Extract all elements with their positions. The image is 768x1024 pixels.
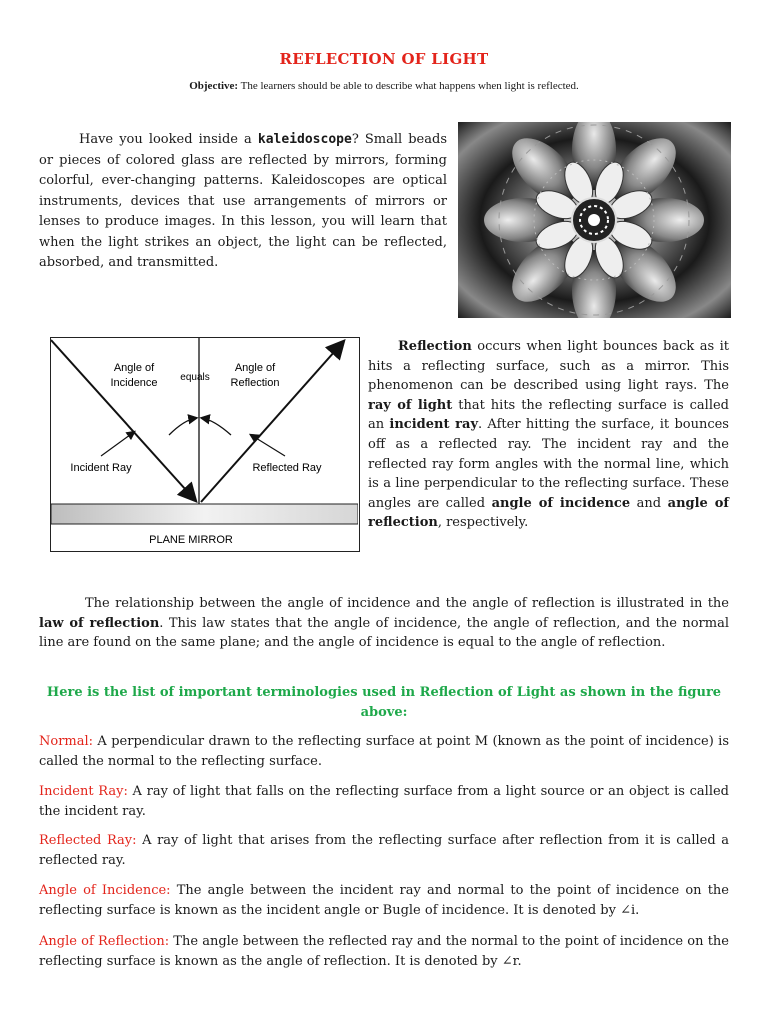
intro-text-2: ? Small beads or pieces of colored glass are reflected by mirrors, forming colorful, ever-changing patterns. Kaleidoscopes are optical instruments, devices that use arrangements of mirrors or lenses to produce images. In this lesson, you will learn that when the light strikes an object, the light can be reflected, absorbed, and transmitted.: [39, 132, 447, 270]
law-text-2: . This law states that the angle of incidence, the angle of reflection, and the normal line are found on the same plane; and the angle of incidence is equal to the angle of reflection.: [39, 615, 729, 650]
angle-of-reflection-term: angle of reflection: [368, 495, 730, 531]
objective-label: Objective:: [189, 80, 239, 92]
term-label: Angle of Reflection:: [39, 934, 170, 949]
law-text-1: The relationship between the angle of incidence and the angle of reflection is illustrated in the: [85, 596, 729, 611]
incident-ray-term: incident ray: [389, 417, 478, 433]
term-definition: A ray of light that arises from the reflecting surface after reflection from it is called a reflected ray.: [39, 833, 729, 868]
plane-mirror-label: PLANE MIRROR: [149, 534, 233, 546]
intro-text-1: Have you looked inside a: [79, 132, 258, 147]
term-definition: The angle between the incident ray and normal to the point of incidence on the reflecting surface is known as the incident angle or Bugle of incidence. It is denoted by ∠i.: [39, 883, 730, 918]
reflection-diagram-svg: [51, 338, 358, 550]
reflection-paragraph: [368, 337, 729, 533]
reflection-text-4: and: [630, 495, 668, 511]
term-definition: A perpendicular drawn to the reflecting surface at point M (known as the point of incidence) is called the normal to the reflecting surface.: [39, 734, 729, 769]
angle-incidence-label-1: Angle of: [113, 362, 155, 374]
reflection-term: Reflection: [398, 339, 472, 354]
term-incident-ray: [39, 782, 729, 821]
term-angle-of-incidence: [39, 881, 729, 920]
incident-ray-label: Incident Ray: [70, 462, 132, 474]
angle-reflection-label-2: Reflection: [230, 377, 280, 389]
ray-of-light-term: ray of light: [368, 397, 453, 413]
reflection-text-3: . After hitting the surface, it bounces off as a reflected ray. The incident ray and the reflected ray form angles with the normal line, which is a line perpendicular to the reflecting surface. These angles are called: [368, 417, 729, 511]
angle-incidence-label-2: Incidence: [110, 377, 158, 389]
reflection-text-2: that hits the reflecting surface is called an: [368, 397, 729, 433]
term-label: Reflected Ray:: [39, 833, 137, 848]
term-label: Angle of Incidence:: [39, 883, 171, 898]
mirror-surface: [51, 504, 358, 524]
objective: [0, 80, 768, 92]
term-normal: [39, 732, 729, 771]
term-label: Normal:: [39, 734, 94, 749]
equals-label: equals: [180, 372, 210, 383]
term-reflected-ray: [39, 831, 729, 870]
term-definition: The angle between the reflected ray and the normal to the point of incidence on the reflecting surface is known as the angle of reflection. It is denoted by ∠r.: [39, 934, 729, 969]
terminology-heading: Here is the list of important terminologies used in Reflection of Light as shown in the figure above:: [46, 685, 722, 720]
reflection-diagram: [50, 337, 360, 552]
law-paragraph: [39, 594, 729, 653]
intro-kaleidoscope-term: kaleidoscope: [257, 132, 352, 147]
angle-of-incidence-term: angle of incidence: [491, 495, 631, 511]
angle-reflection-label-1: Angle of: [234, 362, 276, 374]
law-of-reflection-term: law of reflection: [39, 615, 160, 631]
reflection-text-5: , respectively.: [437, 515, 529, 531]
kaleidoscope-image: [458, 122, 731, 318]
reflected-ray-label: Reflected Ray: [252, 462, 322, 474]
objective-text: The learners should be able to describe what happens when light is reflected.: [238, 80, 579, 92]
term-label: Incident Ray:: [39, 784, 128, 799]
intro-paragraph: [39, 130, 447, 274]
reflection-text-1: occurs when light bounces back as it hits a reflecting surface, such as a mirror. This phenomenon can be described using light rays. The: [368, 339, 729, 394]
term-angle-of-reflection: [39, 932, 729, 971]
term-definition: A ray of light that falls on the reflecting surface from a light source or an object is called the incident ray.: [39, 784, 729, 819]
page-title: REFLECTION OF LIGHT: [279, 50, 489, 68]
kaleidoscope-pattern: [458, 122, 731, 318]
